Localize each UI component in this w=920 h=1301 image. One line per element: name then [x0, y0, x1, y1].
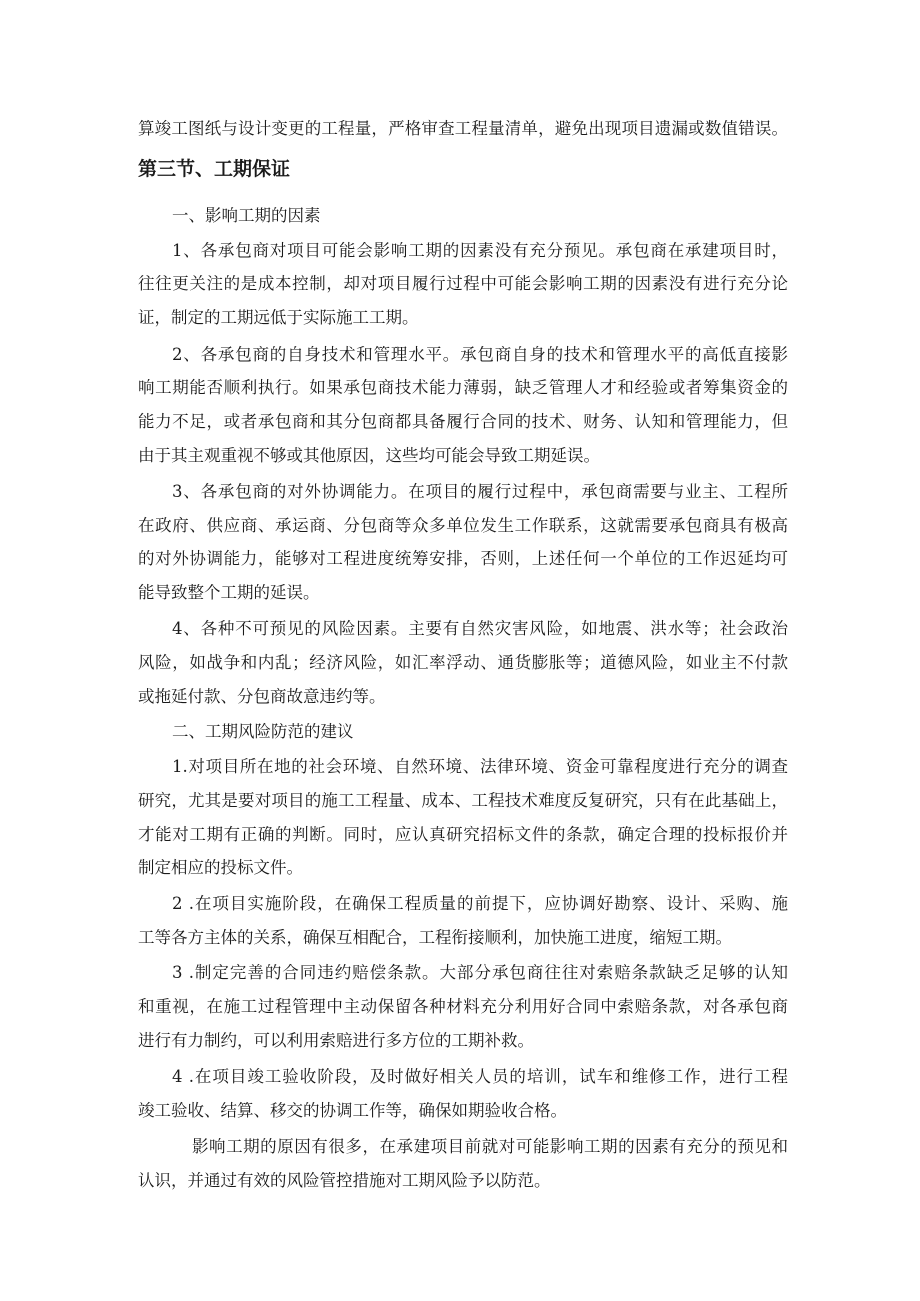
paragraph-2-line-3: 能力不足，或者承包商和其分包商都具备履行合同的技术、财务、认知和管理能力，但	[138, 412, 788, 431]
suggestion-3-line-3: 进行有力制约，可以利用索赔进行多方位的工期补救。	[138, 1031, 534, 1050]
suggestion-3-line-1: 3 .制定完善的合同违约赔偿条款。大部分承包商往往对索赔条款缺乏足够的认知	[172, 963, 788, 982]
paragraph-3-line-3: 的对外协调能力，能够对工程进度统筹安排，否则，上述任何一个单位的工作迟延均可	[138, 549, 788, 568]
paragraph-3-line-1: 3、各承包商的对外协调能力。在项目的履行过程中，承包商需要与业主、工程所	[172, 482, 788, 501]
paragraph-1-line-3: 证，制定的工期远低于实际施工工期。	[138, 308, 419, 327]
paragraph-3-line-2: 在政府、供应商、承运商、分包商等众多单位发生工作联系，这就需要承包商具有极高	[138, 516, 788, 535]
paragraph-1-line-1: 1、各承包商对项目可能会影响工期的因素没有充分预见。承包商在承建项目时，	[172, 241, 788, 260]
closing-line-2: 认识，并通过有效的风险管控措施对工期风险予以防范。	[138, 1171, 551, 1190]
subheading-suggestions: 二、工期风险防范的建议	[172, 722, 354, 741]
top-continuation-line: 算竣工图纸与设计变更的工程量，严格审查工程量清单，避免出现项目遗漏或数值错误。	[138, 119, 788, 138]
paragraph-4-line-1: 4、各种不可预见的风险因素。主要有自然灾害风险，如地震、洪水等；社会政治	[172, 619, 788, 638]
paragraph-2-line-4: 由于其主观重视不够或其他原因，这些均可能会导致工期延误。	[138, 446, 600, 465]
paragraph-3-line-4: 能导致整个工期的延误。	[138, 583, 320, 602]
suggestion-1-line-3: 才能对工期有正确的判断。同时，应认真研究招标文件的条款，确定合理的投标报价并	[138, 825, 788, 844]
paragraph-4-line-3: 或拖延付款、分包商故意违约等。	[138, 687, 386, 706]
suggestion-4-line-2: 竣工验收、结算、移交的协调工作等，确保如期验收合格。	[138, 1101, 567, 1120]
section-title: 第三节、工期保证	[138, 158, 291, 180]
paragraph-4-line-2: 风险，如战争和内乱；经济风险，如汇率浮动、通货膨胀等；道德风险，如业主不付款	[138, 653, 788, 672]
suggestion-3-line-2: 和重视，在施工过程管理中主动保留各种材料充分利用好合同中索赔条款，对各承包商	[138, 997, 788, 1016]
closing-line-1: 影响工期的原因有很多，在承建项目前就对可能影响工期的因素有充分的预见和	[192, 1137, 788, 1156]
suggestion-4-line-1: 4 .在项目竣工验收阶段，及时做好相关人员的培训，试车和维修工作，进行工程	[172, 1067, 788, 1086]
suggestion-1-line-1: 1.对项目所在地的社会环境、自然环境、法律环境、资金可靠程度进行充分的调查	[172, 757, 788, 776]
suggestion-2-line-1: 2 .在项目实施阶段，在确保工程质量的前提下，应协调好勘察、设计、采购、施	[172, 894, 788, 913]
suggestion-1-line-2: 研究，尤其是要对项目的施工工程量、成本、工程技术难度反复研究，只有在此基础上，	[138, 791, 788, 810]
paragraph-2-line-2: 响工期能否顺利执行。如果承包商技术能力薄弱，缺乏管理人才和经验或者筹集资金的	[138, 378, 788, 397]
paragraph-1-line-2: 往往更关注的是成本控制，却对项目履行过程中可能会影响工期的因素没有进行充分论	[138, 274, 788, 293]
subheading-factors: 一、影响工期的因素	[172, 206, 321, 225]
suggestion-2-line-2: 工等各方主体的关系，确保互相配合，工程衔接顺利，加快施工进度，缩短工期。	[138, 928, 732, 947]
suggestion-1-line-4: 制定相应的投标文件。	[138, 858, 303, 877]
paragraph-2-line-1: 2、各承包商的自身技术和管理水平。承包商自身的技术和管理水平的高低直接影	[172, 345, 788, 364]
